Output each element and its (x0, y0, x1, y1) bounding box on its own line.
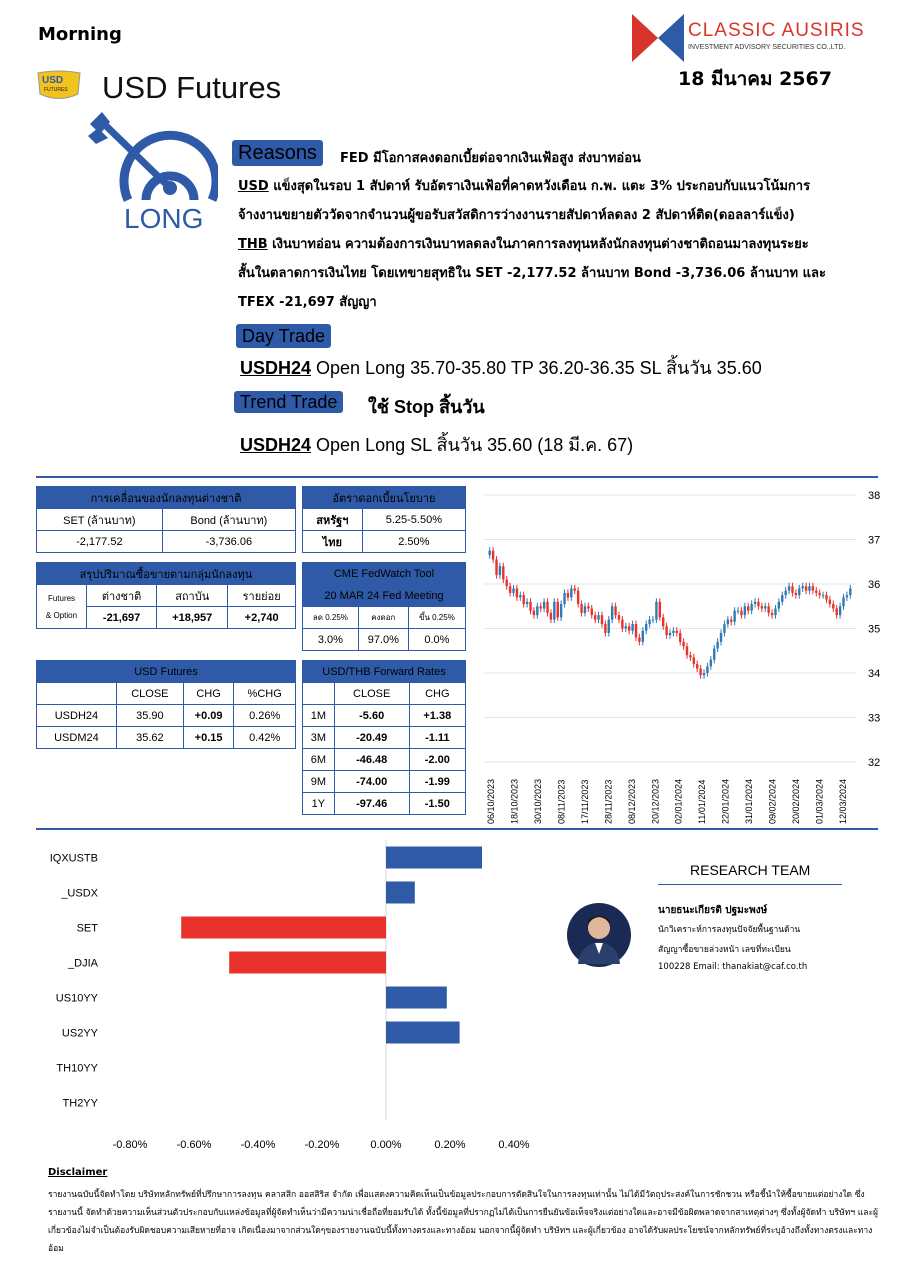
y-tick-label: 34 (868, 668, 881, 680)
trend-trade-text: Open Long SL สิ้นวัน 35.60 (18 มี.ค. 67) (311, 435, 634, 455)
candle-body (798, 588, 800, 595)
candle-body (567, 593, 569, 597)
policy-rate-country: ไทย (303, 531, 363, 553)
investor-row-label: Futures & Option (37, 585, 87, 629)
category-label: TH10YY (56, 1062, 98, 1075)
day-trade-line (240, 353, 762, 382)
candle-body (788, 586, 790, 590)
candle-body (577, 591, 579, 604)
candle-body (771, 613, 773, 615)
candle-body (635, 624, 637, 637)
analyst-contact: 100228 Email: thanakiat@caf.co.th (658, 962, 808, 972)
reasons-headline: FED มีโอกาสคงดอกเบี้ยต่อจากเงินเฟ้อสูง ส่งบาทอ่อน (340, 151, 641, 166)
candle-body (754, 602, 756, 604)
x-tick-label: 01/03/2024 (814, 778, 825, 824)
candle-body (737, 611, 739, 612)
candle-body (835, 608, 837, 615)
candle-body (818, 593, 820, 595)
research-divider (658, 884, 842, 885)
policy-rate-value: 5.25-5.50% (362, 509, 465, 531)
brand-name: CLASSIC AUSIRIS (688, 20, 865, 41)
candle-body (791, 586, 793, 593)
x-tick-label: -0.60% (176, 1139, 212, 1151)
usd-line-2: จ้างงานขยายตัววัดจากจำนวนผู้ขอรับสวัสดิการว่างงานรายสัปดาห์ลดลง 2 สัปดาห์ติด(ดอลลาร์แข็ง) (238, 208, 795, 223)
candle-body (648, 620, 650, 624)
candle-body (686, 646, 688, 655)
analyst-role-2: สัญญาซื้อขายล่วงหน้า เลขที่ทะเบียน (658, 945, 791, 955)
market-change-bar-chart (36, 836, 576, 1156)
target-dart-icon (88, 108, 218, 208)
usd-futures-logo-icon (36, 70, 82, 102)
candle-body (778, 602, 780, 609)
candle-body (706, 666, 708, 673)
bar (386, 1022, 460, 1044)
x-tick-label: 20/02/2024 (791, 778, 802, 824)
investor-header: รายย่อย (228, 585, 296, 607)
day-trade-label: Day Trade (236, 324, 331, 348)
y-tick-label: 33 (868, 712, 881, 725)
candle-body (727, 620, 729, 624)
candle-body (536, 606, 538, 615)
candle-body (669, 633, 671, 635)
candle-body (489, 551, 491, 555)
candle-body (716, 642, 718, 649)
x-tick-label: -0.20% (304, 1139, 340, 1151)
forward-rates-table (302, 660, 466, 815)
candle-body (652, 620, 654, 621)
candle-body (523, 595, 525, 604)
analyst-avatar (566, 902, 632, 968)
candle-body (659, 602, 661, 618)
usd-futures-symbol: USDH24 (37, 705, 117, 727)
candle-body (693, 657, 695, 664)
bar (181, 917, 386, 939)
logo-usd-text: USD (42, 75, 64, 86)
category-label: US10YY (55, 992, 98, 1005)
candle-body (502, 566, 504, 579)
table-row (37, 727, 296, 749)
candle-body (553, 602, 555, 620)
category-label: _DJIA (68, 957, 98, 970)
candle-body (618, 615, 620, 619)
x-tick-label: -0.80% (112, 1139, 148, 1151)
candle-body (672, 631, 674, 633)
candle-body (795, 593, 797, 595)
candle-body (784, 591, 786, 595)
x-tick-label: 17/11/2023 (579, 779, 590, 824)
usd-futures-symbol: USDM24 (37, 727, 117, 749)
trend-trade-symbol: USDH24 (240, 435, 312, 455)
candle-body (829, 600, 831, 604)
investor-summary-table (36, 562, 296, 629)
x-tick-label: 06/10/2023 (486, 778, 496, 824)
candle-body (533, 611, 535, 615)
fedwatch-value: 3.0% (303, 629, 359, 651)
candle-body (628, 626, 630, 630)
candle-body (597, 615, 599, 619)
x-tick-label: 11/01/2024 (697, 779, 708, 824)
candle-body (720, 633, 722, 642)
candle-body (506, 580, 508, 587)
usd-futures-candlestick-chart (478, 482, 888, 828)
table-row: 1Y -97.46 -1.50 (303, 793, 466, 815)
table-row: 6M -46.48 -2.00 (303, 749, 466, 771)
x-tick-label: 30/10/2023 (532, 778, 543, 824)
y-tick-label: 37 (868, 534, 881, 547)
candle-body (744, 606, 746, 615)
candle-body (733, 611, 735, 622)
thb-line-3: TFEX -21,697 สัญญา (238, 295, 377, 310)
candle-body (713, 649, 715, 660)
y-tick-label: 36 (868, 579, 881, 591)
x-tick-label: 22/01/2024 (720, 778, 731, 824)
candle-body (584, 606, 586, 613)
x-tick-label: 09/02/2024 (767, 778, 778, 824)
disclaimer-title: Disclaimer (48, 1167, 108, 1178)
fedwatch-value: 0.0% (408, 629, 465, 651)
candle-body (604, 624, 606, 633)
candle-body (676, 631, 678, 633)
bar (229, 952, 386, 974)
candle-body (570, 588, 572, 597)
candle-body (587, 606, 589, 608)
day-trade-text: Open Long 35.70-35.80 TP 36.20-36.35 SL สิ้นวัน 35.60 (311, 358, 762, 378)
category-label: _USDX (61, 887, 98, 900)
bar (386, 882, 415, 904)
trend-trade-line (240, 430, 633, 459)
policy-rate-table (302, 486, 466, 553)
candle-body (747, 606, 749, 610)
candle-body (703, 673, 705, 675)
candle-body (540, 606, 542, 608)
candle-body (621, 620, 623, 629)
candle-body (655, 602, 657, 620)
analyst-role-1: นักวิเคราะห์การลงทุนปัจจัยพื้นฐานด้าน (658, 925, 801, 935)
usd-futures-pctchg: 0.42% (234, 727, 296, 749)
usd-futures-close: 35.62 (116, 727, 183, 749)
candle-body (696, 664, 698, 668)
candle-body (529, 602, 531, 611)
usd-futures-chg: +0.15 (183, 727, 233, 749)
candle-body (638, 637, 640, 641)
candle-body (805, 586, 807, 590)
divider-top (36, 476, 878, 478)
x-tick-label: 18/10/2023 (509, 778, 520, 824)
policy-rate-title: อัตราดอกเบี้ยนโยบาย (303, 487, 466, 509)
forward-header: CLOSE (334, 683, 409, 705)
usd-label: USD (238, 179, 269, 194)
candle-body (580, 604, 582, 613)
bar (386, 987, 447, 1009)
y-tick-label: 35 (868, 623, 881, 636)
fedwatch-header: ขึ้น 0.25% (408, 607, 465, 629)
category-label: SET (76, 922, 98, 935)
candle-body (563, 593, 565, 604)
trend-trade-label: Trend Trade (234, 391, 343, 413)
trend-trade-note: ใช้ Stop สิ้นวัน (368, 397, 485, 417)
page-title: USD Futures (102, 70, 282, 105)
candle-body (682, 642, 684, 646)
candle-body (761, 606, 763, 608)
divider-middle (36, 828, 878, 830)
investor-value: +18,957 (157, 607, 228, 629)
candle-body (730, 620, 732, 622)
x-tick-label: -0.40% (240, 1139, 276, 1151)
candle-body (645, 624, 647, 631)
candle-body (842, 597, 844, 606)
usd-line-1: แข็งสุดในรอบ 1 สัปดาห์ รับอัตราเงินเฟ้อที่คาดหวังเดือน ก.พ. แตะ 3% ประกอบกับแนวโน้มการ (268, 179, 811, 194)
candle-body (557, 602, 559, 618)
x-tick-label: 0.00% (370, 1139, 402, 1151)
y-tick-label: 32 (868, 757, 881, 769)
foreign-flow-header: Bond (ล้านบาท) (162, 509, 295, 531)
research-team-title: RESEARCH TEAM (690, 862, 811, 878)
candle-body (723, 624, 725, 633)
candle-body (614, 606, 616, 615)
usd-futures-chg: +0.09 (183, 705, 233, 727)
usd-futures-close: 35.90 (116, 705, 183, 727)
candle-body (546, 602, 548, 613)
foreign-flow-value: -2,177.52 (37, 531, 163, 553)
candle-body (764, 606, 766, 608)
candle-body (822, 595, 824, 596)
signal-label: LONG (124, 203, 204, 234)
investor-value: -21,697 (87, 607, 157, 629)
session-label: Morning (38, 24, 122, 45)
fedwatch-header: ลด 0.25% (303, 607, 359, 629)
fedwatch-table (302, 562, 466, 651)
candle-body (495, 560, 497, 576)
x-tick-label: 02/01/2024 (673, 778, 684, 824)
candle-body (631, 624, 633, 631)
x-tick-label: 0.40% (498, 1139, 530, 1151)
table-row: 9M -74.00 -1.99 (303, 771, 466, 793)
candle-body (832, 604, 834, 608)
candle-body (808, 586, 810, 590)
candle-body (839, 606, 841, 615)
x-tick-label: 20/12/2023 (650, 778, 661, 824)
usd-futures-header: CHG (183, 683, 233, 705)
x-tick-label: 08/12/2023 (626, 778, 637, 824)
investor-summary-title: สรุปปริมาณซื้อขายตามกลุ่มนักลงทุน (37, 563, 296, 585)
candle-body (767, 606, 769, 613)
candle-body (608, 620, 610, 633)
analyst-name: นายธนะเกียรติ ปฐมะพงษ์ (658, 905, 768, 916)
candle-body (825, 595, 827, 599)
investor-header: ต่างชาติ (87, 585, 157, 607)
x-tick-label: 0.20% (434, 1139, 466, 1151)
candle-body (509, 586, 511, 593)
candle-body (611, 606, 613, 619)
candle-body (526, 602, 528, 604)
table-row (37, 705, 296, 727)
candle-body (665, 626, 667, 635)
reasons-body (238, 172, 898, 317)
x-tick-label: 08/11/2023 (556, 779, 567, 824)
candle-body (516, 588, 518, 597)
candle-body (801, 586, 803, 588)
logo-futures-text: FUTURES (44, 87, 68, 93)
candle-body (574, 588, 576, 590)
usd-futures-header: CLOSE (116, 683, 183, 705)
candle-body (849, 588, 851, 595)
disclaimer-text: รายงานฉบับนี้จัดทำโดย บริษัทหลักทรัพย์ที่ปรึกษาการลงทุน คลาสสิก ออสสิริส จำกัด เพื่อแสดงความคิดเห็นเป็นข้อมูลประกอบการตัดสินใจในการลงทุนเท่านั้น ไม่ได้มีวัตถุประสงค์ในการชักชวน หรือชี้นำให้ซื้อขายแต่อย่างใด ซึ่งรายงานนี้ จัดทำด้วยความเห็นส่วนตัวประกอบกับแหล่งข้อมูลที่ผู้จัดทำเห็นว่ามีความน่าเชื่อถือที่ยอมรับได้ ทั้งนี้ข้อมูลที่ปรากฏไม่ได้เป็นการยืนยันข้อเท็จจริงแต่อย่างใดและอาจมีข้อผิดพลาดจากสาเหตุต่างๆ ซึ่งทั้งผู้จัดทำ บริษัทฯ และผู้เกี่ยวข้องไม่จำเป็นต้องรับผิดชอบความเสียหายที่อาจ เกิดเนื่องมาจากส่วนใดๆของรายงานฉบับนี้ทั้งทางตรงและทางอ้อม นอกจากนี้ผู้จัดทำ บริษัทฯ และผู้เกี่ยวข้อง อาจได้รับผลประโยชน์จากหลักทรัพย์ที่ระบุอ้างถึงทั้งทางตรงและทางอ้อม (48, 1190, 878, 1254)
category-label: US2YY (61, 1027, 98, 1040)
candle-body (740, 611, 742, 615)
fedwatch-subtitle: 20 MAR 24 Fed Meeting (303, 585, 466, 607)
forward-rates-title: USD/THB Forward Rates (303, 661, 466, 683)
candle-body (499, 566, 501, 575)
fedwatch-header: คงดอก (358, 607, 408, 629)
table-row: 1M -5.60 +1.38 (303, 705, 466, 727)
candle-body (699, 669, 701, 676)
candle-body (601, 615, 603, 624)
candle-body (815, 591, 817, 593)
usd-futures-pctchg: 0.26% (234, 705, 296, 727)
forward-header (303, 683, 335, 705)
category-label: TH2YY (62, 1097, 98, 1110)
fedwatch-title: CME FedWatch Tool (303, 563, 466, 585)
x-tick-label: 31/01/2024 (744, 778, 755, 824)
report-date: 18 มีนาคม 2567 (678, 68, 832, 90)
candle-body (710, 660, 712, 667)
candle-body (812, 586, 814, 590)
usd-futures-header: %CHG (234, 683, 296, 705)
category-label: IQXUSTB (49, 852, 98, 865)
candle-body (781, 595, 783, 602)
usd-futures-table (36, 660, 296, 749)
investor-value: +2,740 (228, 607, 296, 629)
foreign-flow-table (36, 486, 296, 553)
brand-subtitle: INVESTMENT ADVISORY SECURITIES CO.,LTD. (688, 44, 846, 51)
candle-body (512, 588, 514, 592)
thb-line-1: เงินบาทอ่อน ความต้องการเงินบาทลดลงในภาคการลงทุนหลังนักลงทุนต่างชาติถอนมาลงทุนระยะ (267, 237, 809, 252)
candle-body (492, 551, 494, 560)
candle-body (594, 615, 596, 619)
bar (386, 847, 482, 869)
candle-body (846, 595, 848, 597)
candle-body (543, 602, 545, 609)
candle-body (519, 595, 521, 597)
day-trade-symbol: USDH24 (240, 358, 312, 378)
usd-futures-table-title: USD Futures (37, 661, 296, 683)
candle-body (560, 604, 562, 617)
x-tick-label: 28/11/2023 (603, 779, 614, 824)
policy-rate-value: 2.50% (362, 531, 465, 553)
fedwatch-value: 97.0% (358, 629, 408, 651)
thb-line-2: สั้นในตลาดการเงินไทย โดยเทขายสุทธิใน SET -2,177.52 ล้านบาท Bond -3,736.06 ล้านบาท และ (238, 266, 826, 281)
table-row: 3M -20.49 -1.11 (303, 727, 466, 749)
forward-header: CHG (409, 683, 465, 705)
y-tick-label: 38 (868, 490, 881, 502)
candle-body (679, 633, 681, 642)
candle-body (750, 604, 752, 611)
usd-futures-header (37, 683, 117, 705)
candle-body (625, 626, 627, 628)
x-tick-label: 12/03/2024 (838, 778, 848, 824)
reasons-label: Reasons (232, 140, 323, 166)
foreign-flow-title: การเคลื่อนของนักลงทุนต่างชาติ (37, 487, 296, 509)
thb-label: THB (238, 237, 268, 252)
candle-body (591, 608, 593, 615)
candle-body (774, 608, 776, 615)
candle-body (642, 631, 644, 642)
investor-header: สถาบัน (157, 585, 228, 607)
foreign-flow-value: -3,736.06 (162, 531, 295, 553)
candle-body (757, 602, 759, 606)
policy-rate-country: สหรัฐฯ (303, 509, 363, 531)
candle-body (689, 655, 691, 657)
candle-body (550, 613, 552, 620)
foreign-flow-header: SET (ล้านบาท) (37, 509, 163, 531)
candle-body (662, 617, 664, 626)
